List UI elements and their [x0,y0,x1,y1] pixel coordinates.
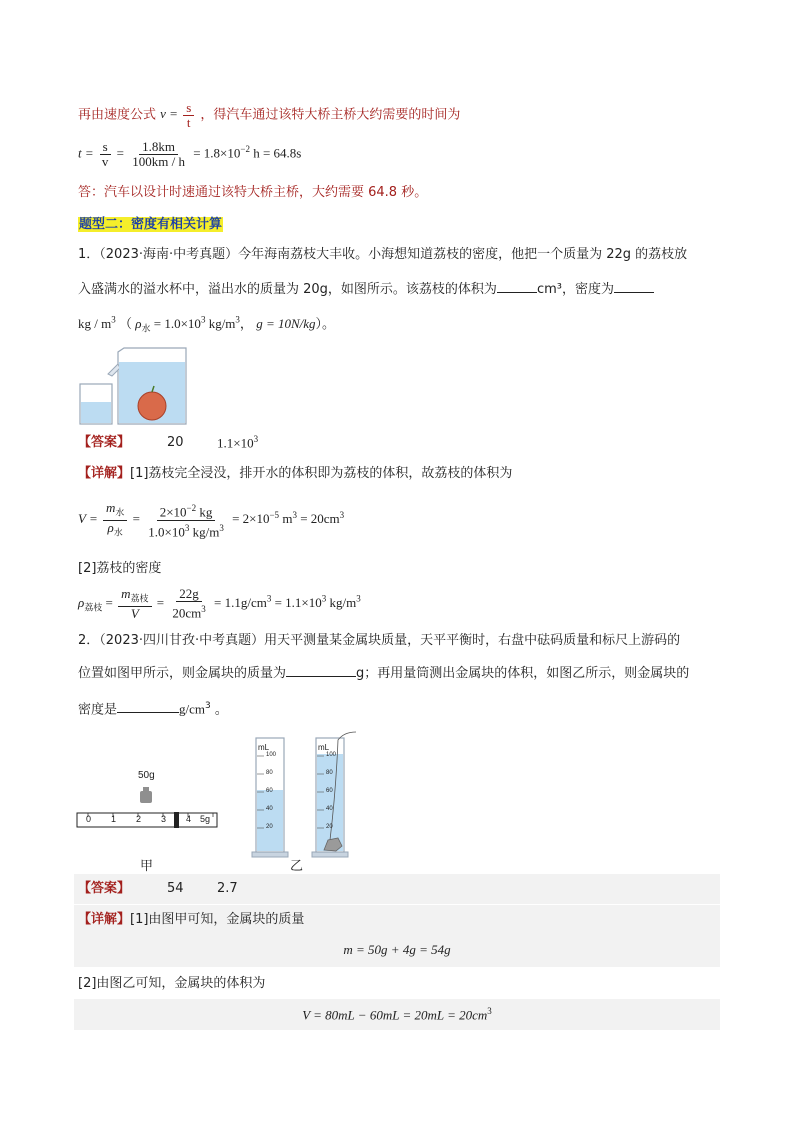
cyl2-mark-20: 20 [326,824,333,830]
equals: = [116,145,124,161]
intro-answer: 答：汽车以设计时速通过该特大桥主桥，大约需要 64.8 秒。 [78,185,428,200]
exp: 3 [235,314,240,325]
frac-num [157,501,216,520]
t: = 20cm [296,511,340,527]
answer-label: 【答案】 [78,435,131,450]
t: 20cm [172,605,202,621]
tick-3: 3 [161,814,167,824]
frac-num: 22g [176,587,202,602]
frac-den: v [101,154,109,169]
q1-detail-2: [2]荔枝的密度 [78,561,162,576]
weight-label: 50g [138,770,155,781]
exp: 3 [111,314,116,325]
cyl2-mark-80: 80 [326,770,333,776]
tick-1: 1 [111,814,117,824]
exp: 3 [339,509,345,520]
result-post: h = 64.8s [249,145,302,161]
q2-line2-mid: g；再用量筒测出金属块的体积，如图乙所示，则金属块的 [356,666,690,681]
time-equation [78,140,301,169]
equals: = [156,594,165,610]
m: m [105,500,116,515]
fig-label-yi: 乙 [290,859,304,874]
q1-line2-mid: cm³，密度为 [536,282,614,297]
answer-blank-4[interactable] [117,700,179,713]
frac-num [118,587,151,607]
cyl1-mark-60: 60 [266,788,273,794]
22g-over-20cm3 [169,587,208,620]
frac-den: t [186,115,191,130]
intro-text-post: ，得汽车通过该特大桥主桥大约需要的时间为 [200,107,461,123]
section-title [78,213,223,232]
m-over-rho [103,501,127,539]
t: 1.0×10 [148,523,185,539]
q2-detail-1 [78,911,304,929]
sub: 水 [113,527,123,538]
detail-text: [1]由图甲可知，金属块的质量 [130,912,305,927]
equals: = [102,594,113,610]
sub: 水 [141,323,151,334]
q2-line3 [78,697,228,719]
q1-answer-1: 20 [167,435,184,450]
t: = 2×10 [232,511,270,527]
V-eq: V = [78,511,98,527]
answer-blank-3[interactable] [286,664,356,677]
cyl1-mark-80: 80 [266,770,273,776]
m: m [121,586,131,601]
frac-den [128,607,142,621]
section-title-text: 题型二：密度有相关计算 [79,217,223,232]
q1-detail-1 [78,465,512,483]
cyl1-mark-20: 20 [266,824,273,830]
q1-line1: 1．（2023·海南·中考真题）今年海南荔枝大丰收。小海想知道荔枝的密度，他把一个质量为 22g 的荔枝放 [78,247,688,262]
V-eq: V = 80mL − 60mL = 20mL = 20cm [302,1007,488,1023]
rho: ρ [107,519,114,535]
exp: 3 [253,434,259,444]
unit: kg / m [78,316,112,331]
t: 2×10 [159,504,187,520]
cylinder-water [317,754,343,851]
t: kg/m [326,594,357,610]
paren-close: ）。 [315,316,336,331]
m-eq: m = 50g + 4g = 54g [343,942,451,957]
cyl1-mark-100: 100 [266,752,277,758]
frac-den [145,521,227,539]
detail-text: [1]荔枝完全浸没，排开水的体积即为荔枝的体积，故荔枝的体积为 [130,466,513,481]
frac-den: 100km / h [132,154,185,169]
km-over-kmh [129,140,188,169]
beaker-water [81,402,111,423]
unit: kg/m [205,316,236,331]
sub: 水 [115,507,125,518]
mass-over-density [145,501,227,539]
tick-2: 2 [136,814,142,824]
exp: −5 [269,509,280,520]
exp: 3 [205,701,211,711]
density-equation [78,587,361,621]
lychee [138,392,166,420]
t: kg/m [189,523,220,539]
answer-blank-2[interactable] [614,280,654,293]
tick-5: 5g [200,814,211,824]
g-val: g = 10N/kg [256,316,316,331]
rho-val: = 1.0×10 [150,316,201,331]
exp: 3 [266,593,272,604]
q1-line3 [78,313,335,335]
tick-0: 0 [86,814,92,824]
weight-handle [143,787,149,792]
exp: 3 [487,1006,492,1016]
cyl1-mark-40: 40 [266,806,273,812]
balance-figure [76,783,220,833]
q1-answer-row [78,434,130,452]
sub: 荔枝 [130,593,149,604]
rider [174,812,179,828]
s-over-v [99,140,112,169]
exp: 3 [184,522,190,533]
unit: g/cm [179,701,206,717]
q2-answer-1: 54 [167,881,184,896]
result: = 1.8×10 [193,145,241,161]
cylinder-water [257,790,283,851]
speed-formula-line [78,101,460,130]
cyl2-mark-100: 100 [326,752,337,758]
cyl2-mark-60: 60 [326,788,333,794]
frac-num: 1.8km [139,140,178,155]
detail-label: 【详解】 [78,912,131,927]
t: = 1.1g/cm [214,594,267,610]
q2-line1: 2．（2023·四川甘孜·中考真题）用天平测量某金属块质量，天平平衡时，右盘中砝码质量和标尺上游码的 [78,633,681,648]
answer-blank-1[interactable] [497,280,537,293]
frac-den [105,521,126,540]
q1-line2-pre: 入盛满水的溢水杯中，溢出水的质量为 20g，如图所示。该荔枝的体积为 [78,282,497,297]
weight-50g [140,791,152,803]
overflow-cup-figure [78,344,190,426]
exp: 3 [292,509,297,520]
t: = 1.1×10 [271,594,322,610]
q2-line3-pre: 密度是 [78,702,118,718]
cyl1-unit: mL [258,743,270,752]
tick-4: 4 [186,814,192,824]
t: kg [196,504,213,520]
exp: 3 [321,593,327,604]
q2-line2 [78,664,689,683]
q1-answer-2 [217,434,258,451]
frac-num [103,501,127,521]
mass-equation [0,942,794,958]
volume-equation [78,501,344,539]
sep: ， [239,316,253,331]
volume-equation-2 [0,1006,794,1023]
fig-label-jia: 甲 [140,859,154,874]
q2-answer-2: 2.7 [217,881,238,896]
rho: ρ [78,594,85,610]
q2-answer-label-wrap [78,880,130,898]
scale-bar [77,813,217,827]
rho: ρ [135,316,142,331]
v-eq: v = [160,106,178,122]
answer-label: 【答案】 [78,881,131,896]
v-formula [160,100,196,130]
exp: 3 [219,522,224,533]
sub: 荔枝 [84,602,103,613]
equals: = [132,511,140,527]
intro-text: 再由速度公式 [78,107,157,123]
cyl2-unit: mL [318,743,330,752]
cylinder-base [312,852,348,857]
exp: −2 [186,503,197,514]
m-over-V [118,587,151,621]
q2-detail-2: [2]由图乙可知，金属块的体积为 [78,976,266,991]
V: V [130,605,139,621]
s-over-t [183,101,194,130]
q2-line3-post: 。 [210,702,228,718]
exp: 3 [201,604,206,615]
q1-line2 [78,280,654,299]
exp: −2 [240,144,250,155]
cyl2-mark-40: 40 [326,806,333,812]
exp: 3 [200,314,206,325]
detail-label: 【详解】 [78,466,131,481]
frac-den [169,602,208,620]
cylinder-base [252,852,288,857]
t-eq: t = [78,145,94,161]
frac-num: s [183,101,194,116]
t: m [279,511,293,527]
answer-2-base: 1.1×10 [217,435,254,451]
frac-num: s [100,140,111,155]
exp: 3 [356,593,361,604]
q2-line2-pre: 位置如图甲所示，则金属块的质量为 [78,666,287,681]
paren: （ [118,316,132,331]
